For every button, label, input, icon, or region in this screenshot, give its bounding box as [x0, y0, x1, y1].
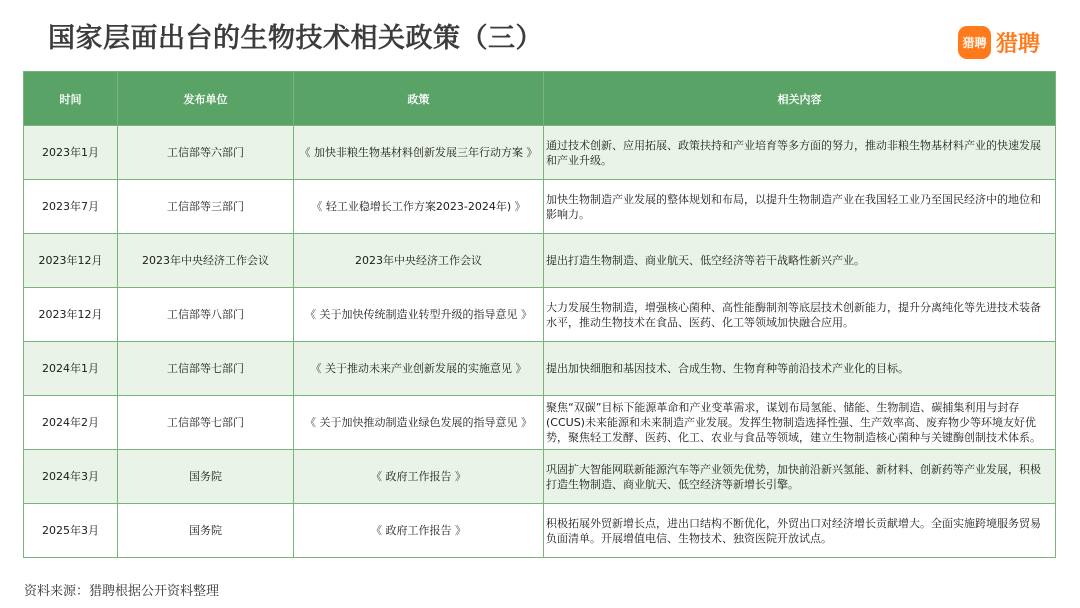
table-row	[24, 450, 1056, 504]
cell-content: 巩固扩大智能网联新能源汽车等产业领先优势，加快前沿新兴氢能、新材料、创新药等产业发展，积极打造生物制造、商业航天、低空经济等新增长引擎。	[544, 450, 1056, 504]
table-row	[24, 180, 1056, 234]
header-policy: 政策	[294, 72, 544, 126]
table-header-row	[24, 72, 1056, 126]
policy-table	[23, 71, 1056, 558]
cell-time: 2023年1月	[24, 126, 118, 180]
logo-text: 猎聘	[996, 32, 1041, 57]
cell-unit: 工信部等三部门	[118, 180, 294, 234]
cell-unit: 工信部等七部门	[118, 396, 294, 450]
cell-unit: 2023年中央经济工作会议	[118, 234, 294, 288]
cell-policy: 《 关于加快传统制造业转型升级的指导意见 》	[294, 288, 544, 342]
cell-content: 大力发展生物制造，增强核心菌种、高性能酶制剂等底层技术创新能力，提升分离纯化等先进技术装备水平，推动生物技术在食品、医药、化工等领域加快融合应用。	[544, 288, 1056, 342]
cell-unit: 工信部等七部门	[118, 342, 294, 396]
cell-content: 聚焦“双碳”目标下能源革命和产业变革需求，谋划布局氢能、储能、生物制造、碳捕集利用与封存(CCUS)未来能源和未来制造产业发展。发挥生物制造选择性强、生产效率高、废弃物少等环境友好优势，聚焦轻工发酵、医药、化工、农业与食品等领域，建立生物制造核心菌种与关键酶创制技术体系。	[544, 396, 1056, 450]
cell-content: 加快生物制造产业发展的整体规划和布局，以提升生物制造产业在我国轻工业乃至国民经济中的地位和影响力。	[544, 180, 1056, 234]
table-row	[24, 126, 1056, 180]
liepin-logo	[958, 26, 1040, 59]
cell-unit: 国务院	[118, 450, 294, 504]
header-unit: 发布单位	[118, 72, 294, 126]
cell-policy: 《 关于推动未来产业创新发展的实施意见 》	[294, 342, 544, 396]
cell-time: 2025年3月	[24, 504, 118, 558]
cell-policy: 《 加快非粮生物基材料创新发展三年行动方案 》	[294, 126, 544, 180]
cell-content: 提出加快细胞和基因技术、合成生物、生物育种等前沿技术产业化的目标。	[544, 342, 1056, 396]
cell-policy: 《 政府工作报告 》	[294, 504, 544, 558]
cell-policy: 《 关于加快推动制造业绿色发展的指导意见 》	[294, 396, 544, 450]
cell-policy: 2023年中央经济工作会议	[294, 234, 544, 288]
cell-policy: 《 政府工作报告 》	[294, 450, 544, 504]
cell-time: 2024年1月	[24, 342, 118, 396]
table-row	[24, 504, 1056, 558]
cell-unit: 国务院	[118, 504, 294, 558]
page-title: 国家层面出台的生物技术相关政策（三）	[48, 23, 543, 54]
cell-content: 提出打造生物制造、商业航天、低空经济等若干战略性新兴产业。	[544, 234, 1056, 288]
table-row	[24, 342, 1056, 396]
header-time: 时间	[24, 72, 118, 126]
cell-time: 2023年7月	[24, 180, 118, 234]
cell-time: 2023年12月	[24, 288, 118, 342]
table-row	[24, 288, 1056, 342]
cell-time: 2023年12月	[24, 234, 118, 288]
logo-badge-icon: 猎聘	[958, 26, 991, 59]
source-note: 资料来源：猎聘根据公开资料整理	[24, 584, 220, 599]
cell-time: 2024年3月	[24, 450, 118, 504]
header-content: 相关内容	[544, 72, 1056, 126]
cell-policy: 《 轻工业稳增长工作方案2023-2024年) 》	[294, 180, 544, 234]
table-row	[24, 396, 1056, 450]
cell-unit: 工信部等八部门	[118, 288, 294, 342]
cell-time: 2024年2月	[24, 396, 118, 450]
cell-unit: 工信部等六部门	[118, 126, 294, 180]
cell-content: 积极拓展外贸新增长点，进出口结构不断优化，外贸出口对经济增长贡献增大。全面实施跨境服务贸易负面清单。开展增值电信、生物技术、独资医院开放试点。	[544, 504, 1056, 558]
cell-content: 通过技术创新、应用拓展、政策扶持和产业培育等多方面的努力，推动非粮生物基材料产业的快速发展和产业升级。	[544, 126, 1056, 180]
table-row	[24, 234, 1056, 288]
